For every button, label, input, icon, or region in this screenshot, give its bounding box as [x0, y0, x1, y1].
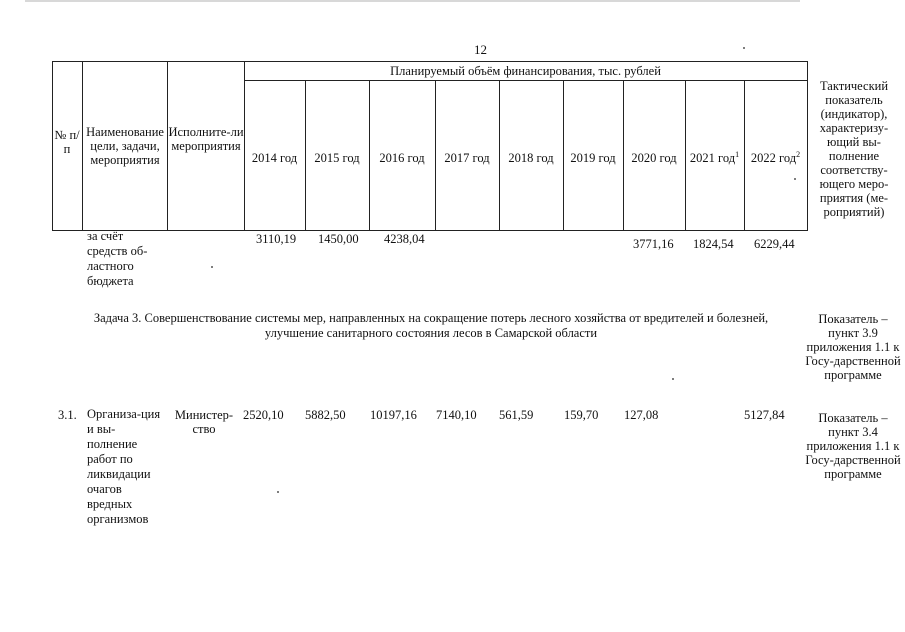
value-cell: 4238,04	[384, 232, 425, 246]
value-cell: 3110,19	[256, 232, 297, 246]
scan-speck	[211, 266, 213, 268]
value-cell: 5127,84	[744, 408, 785, 422]
value-cell: 127,08	[624, 408, 659, 422]
header-financing: Планируемый объём финансирования, тыс. рублей	[390, 64, 661, 78]
scan-speck	[743, 47, 745, 49]
year-header-2015: 2015 год	[314, 151, 360, 166]
year-header-2016: 2016 год	[379, 151, 425, 166]
year-header-2018: 2018 год	[508, 151, 554, 166]
row-indicator: Показатель – пункт 3.4 приложения 1.1 к Госу-дарственной программе	[805, 411, 901, 481]
header-indicator: Тактический показатель (индикатор), характеризу-ющий вы-полнение соответству-ющего меро-приятия (ме-роприятий)	[819, 79, 889, 219]
scan-top-border	[25, 0, 800, 2]
value-cell: 7140,10	[436, 408, 477, 422]
year-header-2019: 2019 год	[570, 151, 616, 166]
task-3-heading: Задача 3. Совершенствование системы мер, направленных на сокращение потерь лесного хозяйства от вредителей и болезней, улучшение санитарного состояния лесов в Самарской области	[93, 311, 769, 340]
row-name: за счёт средств об-ластного бюджета	[87, 229, 148, 288]
value-cell: 10197,16	[370, 408, 417, 422]
value-cell: 6229,44	[754, 237, 795, 251]
year-header-2021: 2021 год$^1$	[689, 150, 740, 166]
scan-speck	[672, 378, 674, 380]
header-executor: Исполните-ли мероприятия	[168, 125, 244, 153]
row-name: Организа-ция и вы-полнение работ по ликвидации очагов вредных организмов	[87, 407, 161, 526]
task-3-indicator: Показатель – пункт 3.9 приложения 1.1 к Госу-дарственной программе	[805, 312, 901, 382]
value-cell: 159,70	[564, 408, 599, 422]
value-cell: 5882,50	[305, 408, 346, 422]
row-number: 3.1.	[58, 408, 77, 422]
value-cell: 1824,54	[693, 237, 734, 251]
year-header-2017: 2017 год	[444, 151, 490, 166]
year-header-2022: 2022 год$^2$	[750, 150, 801, 166]
scan-speck	[277, 491, 279, 493]
header-no: № п/п	[54, 128, 80, 156]
value-cell: 1450,00	[318, 232, 359, 246]
row-executor: Министер-ство	[174, 408, 234, 436]
year-header-2020: 2020 год	[631, 151, 677, 166]
page-number: 12	[474, 42, 487, 57]
value-cell: 3771,16	[633, 237, 674, 251]
value-cell: 561,59	[499, 408, 534, 422]
header-name: Наименование цели, задачи, мероприятия	[86, 125, 164, 167]
value-cell: 2520,10	[243, 408, 284, 422]
year-header-2014: 2014 год	[251, 151, 298, 166]
scan-speck	[794, 178, 796, 180]
